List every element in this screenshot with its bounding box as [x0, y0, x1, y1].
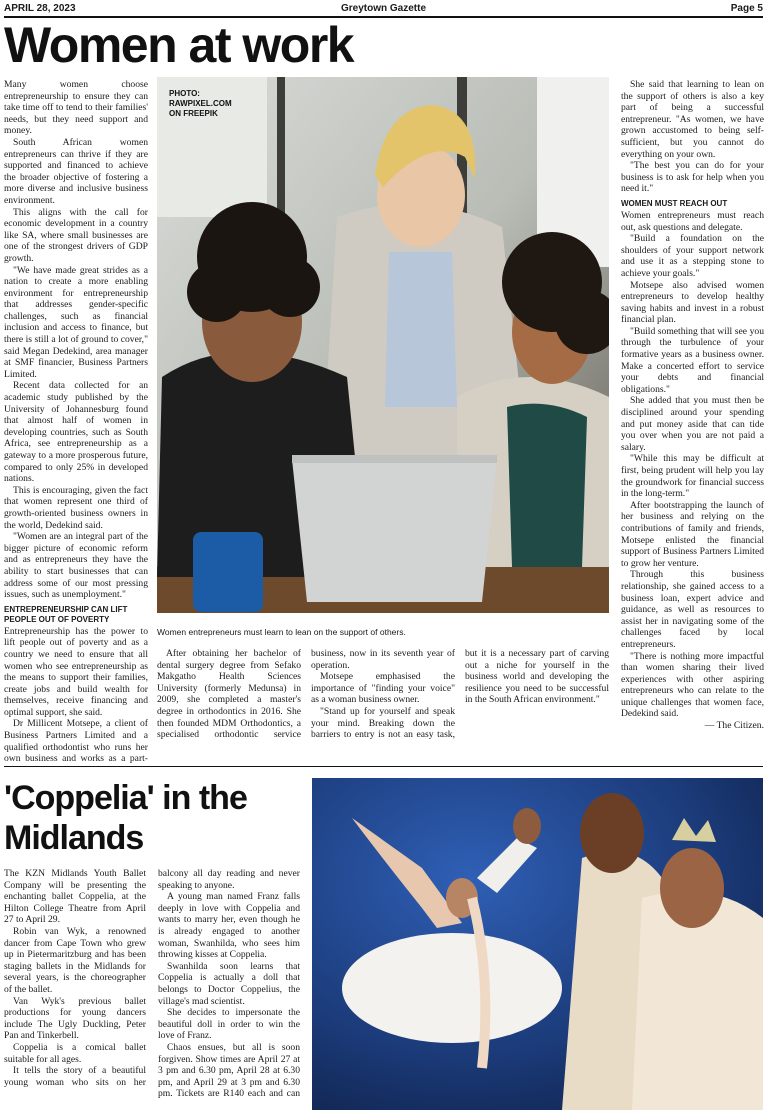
subheading: WOMEN MUST REACH OUT	[621, 198, 728, 208]
paragraph: After bootstrapping the launch of her business and relying on the contributions of family and friends, Motsepe enlisted the financial support of Business Partners Limited to grow her venture.	[621, 499, 764, 569]
article1-photo	[157, 77, 609, 613]
article1-column-left	[4, 79, 148, 766]
paragraph: "The best you can do for your business is to ask for help when you need it."	[621, 160, 764, 195]
paragraph: Through this business relationship, she gained access to a business loan, expert advice and guidance, as well as resources to assist her in navigating some of the challenges faced by local entrepreneurs.	[621, 569, 764, 650]
article1-headline: Women at work	[4, 17, 354, 73]
paragraph: "There is nothing more impactful than women sharing their lived experiences with other aspiring entrepreneurs who can relate to the unique challenges that women face, Dedekind said.	[621, 650, 764, 720]
paragraph: Chaos ensues, but all is soon forgiven. Show times are April 27 at 3 pm and 6.30 pm, April 28 at 6.30 pm, and April 29 at 3 pm and 6.30 pm. Tickets are R140 each and can	[158, 1041, 300, 1100]
paragraph: Recent data collected for an academic study published by the University of Johannesburg found that almost half of women in developing countries, such as South Africa, see entrepreneurship as a gateway to a more prosperous future, compared to only 25% in developed nations.	[4, 380, 148, 485]
paragraph: "Build something that will see you through the turbulence of your formative years as a business owner. Make a concerted effort to service your debts and financial obligations."	[621, 325, 764, 395]
paragraph: Motsepe also advised women entrepreneurs to develop healthy saving habits and invest in a robust financial plan.	[621, 279, 764, 326]
paragraph: After obtaining her bachelor of dental surgery degree from Sefako Makgatho Health Sciences University (formerly Medunsa) in 2009, she completed a master's degree in orthodontics in 2016. She then founded MDM Orthodontics, a specialised orthodontic service business, now in its seventh year of operation.	[157, 648, 455, 741]
paragraph: "Stand up for yourself and speak your mind. Breaking down the barriers to entry is not an easy task, but it is a necessary part of carving out a niche for yourself in the business world and developing the resilience you need to be successful in the South African environment."	[311, 648, 609, 741]
paragraph: Van Wyk's previous ballet productions for young dancers include The Ugly Duckling, Peter Pan and Tinkerbell.	[4, 995, 146, 1042]
paragraph: The KZN Midlands Youth Ballet Company will be presenting the enchanting ballet Coppelia, at the Hilton College Theatre from April 27 to April 29.	[4, 868, 146, 926]
ballet-dancers-illustration	[312, 778, 763, 1110]
article1-column-right	[621, 79, 764, 762]
paragraph: Robin van Wyk, a renowned dancer from Cape Town who grew up in Pietermaritzburg and has been staging ballets in the Midlands for several years, is the choreographer of the ballet.	[4, 925, 146, 995]
paragraph: This aligns with the call for economic development in a country like SA, where small businesses are one of the strongest drivers of GDP growth.	[4, 206, 148, 264]
paragraph: Coppelia is a comical ballet suitable for all ages.	[4, 1041, 146, 1065]
paragraph: "We have made great strides as a nation to create a more enabling environment for entrepreneurship that addresses gender-specific challenges, such as financial inclusion and access to finance, but there is still a lot of ground to cover," said Megan Dedekind, area manager at SMF financier, Business Partners Limited.	[4, 264, 148, 380]
paragraph: Entrepreneurship has the power to lift people out of poverty and as a country we need to ensure that all women who see entrepreneurship as the means to support their families, create jobs and build wealth for themselves, receive financing and optimal support, she said.	[4, 625, 148, 718]
paragraph: This is encouraging, given the fact that women represent one third of growth-oriented business owners in the world, Dedekind said.	[4, 484, 148, 531]
page-number: Page 5	[730, 3, 763, 14]
subheading: ENTREPRENEURSHIP CAN LIFT PEOPLE OUT OF POVERTY	[4, 604, 128, 624]
masthead	[4, 2, 763, 18]
article2-headline: 'Coppelia' in the Midlands	[4, 779, 247, 858]
section-divider	[4, 766, 763, 767]
paragraph: Swanhilda soon learns that Coppelia is actually a doll that belongs to Doctor Coppelius, the village's mad scientist.	[158, 960, 300, 1007]
photo-credit: PHOTO: RAWPIXEL.COM ON FREEPIK	[169, 89, 232, 118]
article1-credit: — The Citizen.	[704, 720, 764, 732]
article2-text	[4, 868, 300, 1110]
photo-caption: Women entrepreneurs must learn to lean on the support of others.	[157, 627, 406, 637]
paragraph: Motsepe emphasised the importance of "finding your voice" as a woman business owner.	[311, 671, 455, 706]
paragraph: She added that you must then be disciplined around your spending and put money aside that can tide you over when you are not paid a salary.	[621, 395, 764, 453]
paragraph: It tells the story of a beautiful young woman who sits on her balcony all day reading and never speaking to anyone.	[4, 868, 300, 1088]
article2-photo	[312, 778, 763, 1110]
issue-date: APRIL 28, 2023	[4, 3, 76, 14]
article1-column-under-photo	[157, 648, 609, 762]
paragraph: A young man named Franz falls deeply in love with Coppelia and wants to marry her, even though he is already engaged to another woman, Swanhilda, who sees him throwing kisses at Coppelia.	[158, 891, 300, 961]
paragraph: Many women choose entrepreneurship to ensure they can take time off to tend to their families' needs, but they need support and money.	[4, 79, 148, 137]
paragraph: "Women are an integral part of the bigger picture of economic reform and as entrepreneurs they have the ability to start businesses that can address some of our most pressing issues, such as unemployment."	[4, 531, 148, 601]
paragraph: "While this may be difficult at first, being prudent will help you lay the groundwork for financial success in the long-term."	[621, 453, 764, 500]
paragraph: South African women entrepreneurs can thrive if they are supported and financed to achieve the broader objective of fostering a more diverse and inclusive business environment.	[4, 136, 148, 206]
paragraph: Dr Millicent Motsepe, a client of Business Partners Limited and a qualified orthodontist who runs her own business and works as a part-	[4, 718, 148, 765]
paragraph: Women entrepreneurs must reach out, ask questions and delegate.	[621, 209, 764, 233]
paragraph: She said that learning to lean on the support of others is also a key part of being a successful entrepreneur. "As women, we have grown accustomed to being self-sufficient, but you cannot do everything on your own.	[621, 79, 764, 160]
paragraph: She decides to impersonate the beautiful doll in order to win the love of Franz.	[158, 1007, 300, 1042]
paragraph: "Build a foundation on the shoulders of your support network and use it as a stepping stone to achieve your goals."	[621, 233, 764, 279]
newspaper-name: Greytown Gazette	[340, 3, 427, 14]
office-women-illustration	[157, 77, 609, 613]
